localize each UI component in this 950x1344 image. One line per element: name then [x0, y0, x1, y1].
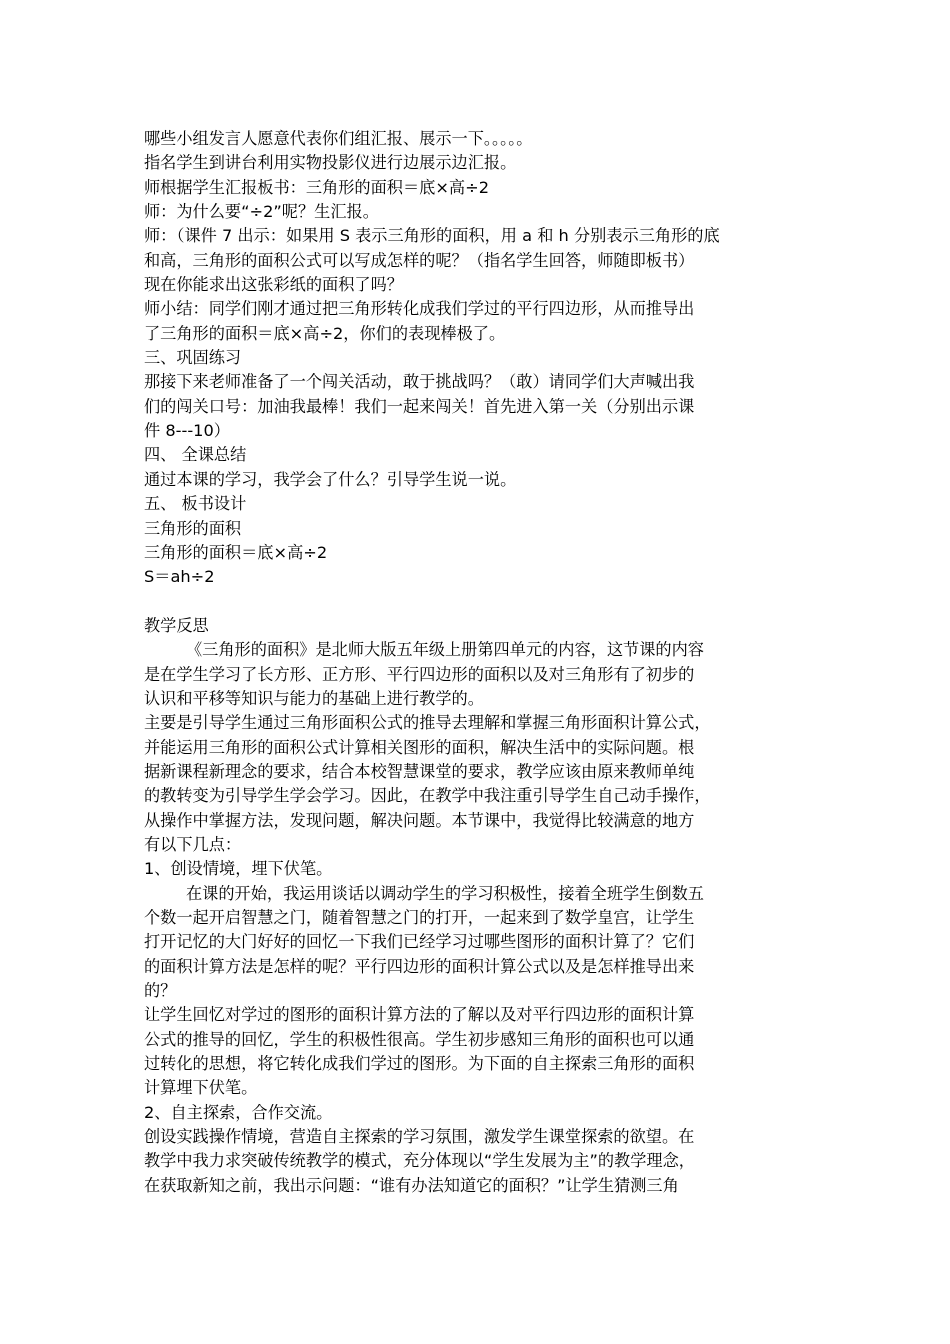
text-line: 让学生回忆对学过的图形的面积计算方法的了解以及对平行四边形的面积计算	[144, 1005, 695, 1025]
section-heading: 1、创设情境，埋下伏笔。	[144, 859, 333, 879]
text-line: 通过本课的学习，我学会了什么？引导学生说一说。	[144, 469, 517, 489]
text-line: 过转化的思想，将它转化成我们学过的图形。为下面的自主探索三角形的面积	[144, 1054, 695, 1074]
text-line: 哪些小组发言人愿意代表你们组汇报、展示一下。。。。。	[144, 129, 533, 148]
text-line: 在获取新知之前，我出示问题：“谁有办法知道它的面积？”让学生猜测三角	[144, 1175, 679, 1195]
board-formula: 三角形的面积＝底×高÷2	[144, 542, 328, 562]
text-line: 打开记忆的大门好好的回忆一下我们已经学习过哪些图形的面积计算了？它们	[144, 932, 695, 952]
text-line: 据新课程新理念的要求，结合本校智慧课堂的要求，教学应该由原来教师单纯	[144, 761, 695, 781]
text-line: 师：为什么要“÷2”呢？生汇报。	[144, 202, 379, 222]
text-line: 那接下来老师准备了一个闯关活动，敢于挑战吗？（敢）请同学们大声喊出我	[144, 372, 695, 392]
blank-line	[144, 590, 820, 614]
text-line: 在课的开始，我运用谈话以调动学生的学习积极性，接着全班学生倒数五	[186, 883, 704, 903]
text-line: 师根据学生汇报板书：三角形的面积＝底×高÷2	[144, 177, 489, 197]
text-line: 的教转变为引导学生学会学习。因此，在教学中我注重引导学生自己动手操作，	[144, 786, 711, 806]
text-line: 们的闯关口号：加油我最棒！我们一起来闯关！首先进入第一关（分别出示课	[144, 396, 695, 416]
section-heading: 2、自主探索，合作交流。	[144, 1102, 333, 1122]
text-line: 了三角形的面积＝底×高÷2，你们的表现棒极了。	[144, 323, 506, 343]
text-line: 的面积计算方法是怎样的呢？平行四边形的面积计算公式以及是怎样推导出来	[144, 956, 695, 976]
text-line: 主要是引导学生通过三角形面积公式的推导去理解和掌握三角形面积计算公式，	[144, 713, 711, 733]
section-heading: 教学反思	[144, 615, 209, 635]
text-line: 《三角形的面积》是北师大版五年级上册第四单元的内容，这节课的内容	[186, 640, 704, 660]
section-heading: 五、 板书设计	[144, 494, 247, 514]
text-line: 创设实践操作情境，营造自主探索的学习氛围，激发学生课堂探索的欲望。在	[144, 1127, 695, 1147]
text-line: 从操作中掌握方法，发现问题，解决问题。本节课中，我觉得比较满意的地方	[144, 810, 695, 830]
text-line: 师小结：同学们刚才通过把三角形转化成我们学过的平行四边形，从而推导出	[144, 299, 695, 319]
text-line: 有以下几点：	[144, 834, 242, 854]
text-line: 和高，三角形的面积公式可以写成怎样的呢？（指名学生回答，师随即板书）	[144, 250, 695, 270]
text-line: 认识和平移等知识与能力的基础上进行教学的。	[144, 688, 484, 708]
board-formula: S＝ah÷2	[144, 567, 215, 587]
document-body	[144, 127, 820, 1198]
text-line: 师：（课件 7 出示：如果用 S 表示三角形的面积，用 a 和 h 分别表示三角形的底	[144, 226, 720, 246]
text-line: 现在你能求出这张彩纸的面积了吗？	[144, 275, 403, 295]
section-heading: 四、 全课总结	[144, 445, 247, 465]
text-line: 指名学生到讲台利用实物投影仪进行边展示边汇报。	[144, 153, 517, 173]
text-line: 是在学生学习了长方形、正方形、平行四边形的面积以及对三角形有了初步的	[144, 664, 695, 684]
text-line: 件 8---10）	[144, 421, 230, 441]
board-title: 三角形的面积	[144, 518, 242, 538]
text-line: 公式的推导的回忆，学生的积极性很高。学生初步感知三角形的面积也可以通	[144, 1029, 695, 1049]
text-line: 的？	[144, 981, 177, 1001]
text-line: 个数一起开启智慧之门，随着智慧之门的打开，一起来到了数学皇宫，让学生	[144, 908, 695, 927]
text-line: 计算埋下伏笔。	[144, 1078, 258, 1098]
section-heading: 三、巩固练习	[144, 348, 242, 368]
text-line: 教学中我力求突破传统教学的模式，充分体现以“学生发展为主”的教学理念，	[144, 1151, 695, 1171]
text-line: 并能运用三角形的面积公式计算相关图形的面积，解决生活中的实际问题。根	[144, 737, 695, 757]
